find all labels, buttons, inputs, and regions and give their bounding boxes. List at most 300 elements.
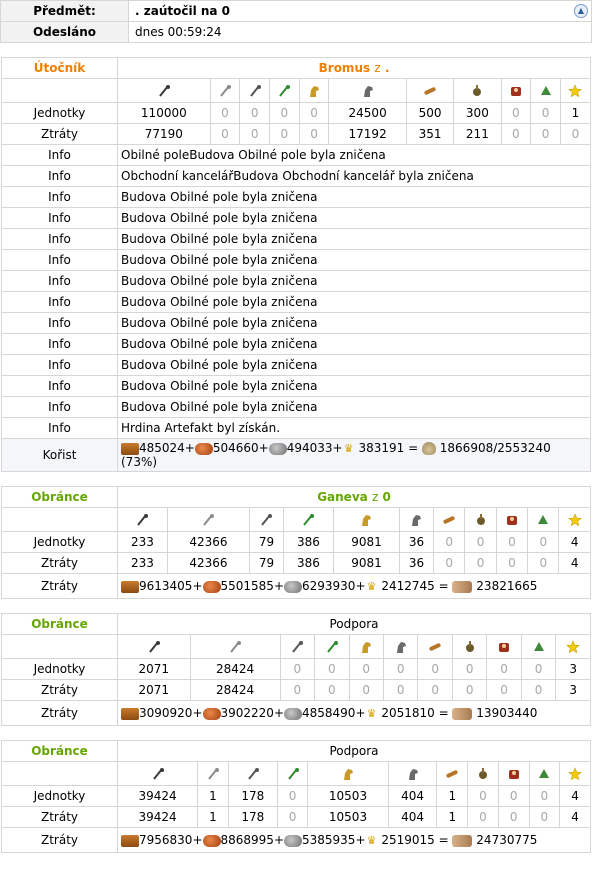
equites-caesaris-icon — [394, 640, 408, 654]
loss-count: 351 — [406, 124, 453, 145]
defender3-cost-row — [2, 828, 591, 853]
unit-icon-cell — [529, 762, 560, 786]
teutonic-knight-icon — [361, 84, 375, 98]
defender3-title: Podpora — [118, 741, 591, 762]
unit-count: 0 — [240, 103, 270, 124]
scout-icon — [301, 513, 315, 527]
iron-icon — [269, 443, 287, 455]
loot-clay: 504660+ — [212, 441, 269, 455]
unit-icon-cell — [454, 79, 501, 103]
imperian-icon — [290, 640, 304, 654]
ram-icon — [423, 84, 437, 98]
loss-count: 0 — [349, 680, 383, 701]
unit-count: 0 — [496, 532, 527, 553]
unit-icon-cell — [560, 79, 590, 103]
info-row — [2, 376, 591, 397]
info-row — [2, 250, 591, 271]
unit-icon-cell — [434, 508, 465, 532]
defender1-village[interactable]: 0 — [382, 490, 391, 504]
losses-label: Ztráty — [2, 553, 118, 574]
loot-values — [118, 439, 591, 472]
loss-count: 36 — [399, 553, 433, 574]
unit-count: 1 — [198, 786, 229, 807]
info-row — [2, 334, 591, 355]
cost-iron: 5385935+ — [302, 833, 366, 847]
info-row — [2, 229, 591, 250]
info-text: Budova Obilné pole byla zničena — [118, 292, 591, 313]
total-resources-icon — [452, 835, 472, 847]
info-label: Info — [2, 271, 118, 292]
loss-count: 10503 — [308, 807, 388, 828]
losses-label: Ztráty — [2, 124, 118, 145]
defender3-unit-icons — [2, 762, 591, 786]
unit-count: 42366 — [167, 532, 249, 553]
clay-icon — [195, 443, 213, 455]
catapult-icon — [474, 513, 488, 527]
unit-icon-cell — [487, 635, 521, 659]
info-text: Obchodní kancelářBudova Obchodní kancelář byla zničena — [118, 166, 591, 187]
unit-count: 2071 — [118, 659, 191, 680]
units-label: Jednotky — [2, 786, 118, 807]
info-row — [2, 145, 591, 166]
cost-crop: 2519015 — [381, 833, 435, 847]
loss-count: 2071 — [118, 680, 191, 701]
unit-count: 0 — [487, 659, 521, 680]
loss-count: 178 — [228, 807, 277, 828]
loss-count: 0 — [521, 680, 555, 701]
losses-label: Ztráty — [2, 807, 118, 828]
cost-values — [118, 701, 591, 726]
unit-icon-cell — [240, 79, 270, 103]
legionnaire-icon — [147, 640, 161, 654]
unit-count: 0 — [452, 659, 486, 680]
wood-icon — [121, 835, 139, 847]
defender3-table — [1, 740, 591, 853]
info-label: Info — [2, 166, 118, 187]
unit-icon-cell — [531, 79, 561, 103]
sent-label: Odesláno — [1, 22, 129, 43]
cost-total: 13903440 — [476, 706, 538, 720]
unit-icon-cell — [198, 762, 229, 786]
message-header — [0, 0, 592, 43]
unit-count: 0 — [349, 659, 383, 680]
loss-count: 39424 — [118, 807, 198, 828]
info-row — [2, 208, 591, 229]
loss-count: 0 — [465, 553, 496, 574]
defender1-table — [1, 486, 591, 599]
loss-count: 0 — [468, 807, 499, 828]
info-text: Budova Obilné pole byla zničena — [118, 334, 591, 355]
unit-icon-cell — [349, 635, 383, 659]
carry-bag-icon — [422, 442, 436, 455]
info-text: Budova Obilné pole byla zničena — [118, 187, 591, 208]
defender2-cost-row — [2, 701, 591, 726]
defender2-units-row — [2, 659, 591, 680]
loss-count: 79 — [249, 553, 283, 574]
unit-count: 28424 — [190, 659, 280, 680]
loot-total: 1866908/2553240 — [439, 441, 551, 455]
cost-wood: 7956830+ — [139, 833, 203, 847]
unit-icon-cell — [528, 508, 559, 532]
paladin-icon — [359, 513, 373, 527]
unit-count: 39424 — [118, 786, 198, 807]
total-resources-icon — [452, 581, 472, 593]
loot-iron: 494033+ — [286, 441, 343, 455]
unit-count: 9081 — [333, 532, 399, 553]
unit-icon-cell — [277, 762, 308, 786]
catapult-icon — [476, 767, 490, 781]
settler-icon — [539, 84, 553, 98]
info-label: Info — [2, 397, 118, 418]
defender1-units-row — [2, 532, 591, 553]
loot-wood: 485024+ — [139, 441, 195, 455]
unit-icon-cell — [249, 508, 283, 532]
unit-count: 300 — [454, 103, 501, 124]
subject-value — [129, 1, 592, 22]
unit-icon-cell — [501, 79, 531, 103]
defender1-from: z — [371, 490, 379, 504]
loot-crop: 383191 — [358, 441, 405, 455]
loss-count: 0 — [315, 680, 349, 701]
loss-count: 0 — [240, 124, 270, 145]
collapse-toggle-icon[interactable]: ▲ — [574, 4, 588, 18]
unit-icon-cell — [406, 79, 453, 103]
clay-icon — [203, 708, 221, 720]
unit-count: 110000 — [118, 103, 211, 124]
attacker-player[interactable]: Bromus — [318, 61, 371, 75]
unit-count: 0 — [501, 103, 531, 124]
unit-icon-cell — [559, 508, 591, 532]
loss-count: 3 — [556, 680, 591, 701]
cost-crop: 2412745 — [381, 579, 435, 593]
loss-count: 0 — [270, 124, 300, 145]
loss-count: 0 — [560, 124, 590, 145]
info-row — [2, 418, 591, 439]
attacker-table — [1, 57, 591, 472]
info-row — [2, 355, 591, 376]
info-text: Budova Obilné pole byla zničena — [118, 313, 591, 334]
crop-icon: ♛ — [343, 441, 354, 455]
cost-clay: 3902220+ — [220, 706, 284, 720]
unit-count: 0 — [528, 532, 559, 553]
cost-total: 24730775 — [476, 833, 538, 847]
wood-icon — [121, 708, 139, 720]
info-text: Budova Obilné pole byla zničena — [118, 376, 591, 397]
sent-value: dnes 00:59:24 — [129, 22, 592, 43]
axe-icon — [248, 84, 262, 98]
info-row — [2, 397, 591, 418]
defender1-role: Obránce — [2, 487, 118, 508]
info-row — [2, 187, 591, 208]
defender2-table — [1, 613, 591, 726]
info-text: Budova Obilné pole byla zničena — [118, 271, 591, 292]
unit-icon-cell — [418, 635, 452, 659]
info-label: Info — [2, 292, 118, 313]
loss-count: 4 — [559, 553, 591, 574]
unit-icon-cell — [284, 508, 334, 532]
info-label: Info — [2, 418, 118, 439]
loot-percent: (73%) — [121, 455, 158, 469]
loss-count: 0 — [418, 680, 452, 701]
hero-icon — [568, 513, 582, 527]
unit-count: 0 — [270, 103, 300, 124]
crop-icon: ♛ — [366, 579, 377, 593]
defender3-role: Obránce — [2, 741, 118, 762]
battering-ram-icon — [428, 640, 442, 654]
spear-icon — [218, 84, 232, 98]
catapult-icon — [470, 84, 484, 98]
loss-count: 28424 — [190, 680, 280, 701]
attacker-info-rows — [2, 145, 591, 439]
loss-count: 0 — [487, 680, 521, 701]
unit-count: 10503 — [308, 786, 388, 807]
unit-icon-cell — [496, 508, 527, 532]
defender2-unit-icons — [2, 635, 591, 659]
cost-values — [118, 828, 591, 853]
unit-icon-cell — [498, 762, 529, 786]
info-row — [2, 313, 591, 334]
unit-count: 0 — [210, 103, 240, 124]
unit-count: 0 — [280, 659, 314, 680]
info-label: Info — [2, 229, 118, 250]
unit-count: 4 — [559, 532, 591, 553]
hero-icon — [568, 84, 582, 98]
unit-icon-cell — [299, 79, 329, 103]
info-row — [2, 292, 591, 313]
cost-equals: = — [434, 833, 453, 847]
senator-icon — [497, 640, 511, 654]
crop-icon: ♛ — [366, 706, 377, 720]
chief-icon — [505, 513, 519, 527]
unit-icon-cell — [210, 79, 240, 103]
unit-count: 0 — [531, 103, 561, 124]
unit-count: 0 — [418, 659, 452, 680]
theutates-icon — [286, 767, 300, 781]
unit-count: 24500 — [329, 103, 407, 124]
clay-icon — [203, 581, 221, 593]
unit-count: 233 — [118, 532, 168, 553]
loss-count: 77190 — [118, 124, 211, 145]
chief-icon — [509, 84, 523, 98]
crop-icon: ♛ — [366, 833, 377, 847]
iron-icon — [284, 835, 302, 847]
defender1-player-cell — [118, 487, 591, 508]
attacker-units-row — [2, 103, 591, 124]
cost-wood: 9613405+ — [139, 579, 203, 593]
loss-count: 233 — [118, 553, 168, 574]
loss-count: 386 — [284, 553, 334, 574]
cost-label: Ztráty — [2, 701, 118, 726]
loss-count: 0 — [383, 680, 417, 701]
attacker-unit-icons — [2, 79, 591, 103]
cost-wood: 3090920+ — [139, 706, 203, 720]
info-text: Budova Obilné pole byla zničena — [118, 355, 591, 376]
fire-catapult-icon — [463, 640, 477, 654]
attacker-from: z — [374, 61, 381, 75]
unit-count: 0 — [468, 786, 499, 807]
unit-icon-cell — [468, 762, 499, 786]
cost-iron: 4858490+ — [302, 706, 366, 720]
defender3-units-row — [2, 786, 591, 807]
loss-count: 404 — [388, 807, 437, 828]
unit-count: 4 — [560, 786, 591, 807]
defender1-player[interactable]: Ganeva — [317, 490, 368, 504]
unit-count: 1 — [560, 103, 590, 124]
defender1-losses-row — [2, 553, 591, 574]
hero-icon — [568, 767, 582, 781]
unit-count: 36 — [399, 532, 433, 553]
units-label: Jednotky — [2, 532, 118, 553]
hero-icon — [566, 640, 580, 654]
unit-icon-cell — [521, 635, 555, 659]
defender1-cost-row — [2, 574, 591, 599]
loss-count: 0 — [452, 680, 486, 701]
iron-icon — [284, 581, 302, 593]
loss-count: 9081 — [333, 553, 399, 574]
unit-icon-cell — [270, 79, 300, 103]
info-label: Info — [2, 187, 118, 208]
cost-clay: 5501585+ — [220, 579, 284, 593]
defender2-title: Podpora — [118, 614, 591, 635]
loss-count: 0 — [529, 807, 560, 828]
druidrider-icon — [341, 767, 355, 781]
unit-icon-cell — [329, 79, 407, 103]
clay-icon — [203, 835, 221, 847]
cost-equals: = — [434, 706, 453, 720]
info-text: Hrdina Artefakt byl získán. — [118, 418, 591, 439]
units-label: Jednotky — [2, 659, 118, 680]
info-label: Info — [2, 313, 118, 334]
info-text: Budova Obilné pole byla zničena — [118, 397, 591, 418]
info-text: Obilné poleBudova Obilné pole byla zničena — [118, 145, 591, 166]
unit-count: 0 — [383, 659, 417, 680]
unit-icon-cell — [280, 635, 314, 659]
info-row — [2, 166, 591, 187]
club-icon — [157, 84, 171, 98]
unit-icon-cell — [118, 79, 211, 103]
settler-icon — [537, 767, 551, 781]
loss-count: 0 — [496, 553, 527, 574]
loot-equals: = — [404, 441, 422, 455]
loss-count: 0 — [528, 553, 559, 574]
equites-legati-icon — [325, 640, 339, 654]
loss-count: 17192 — [329, 124, 407, 145]
defender2-role: Obránce — [2, 614, 118, 635]
settler-icon — [532, 640, 546, 654]
unit-icon-cell — [465, 508, 496, 532]
sword-icon — [206, 767, 220, 781]
cost-clay: 8868995+ — [220, 833, 284, 847]
paladin-icon — [307, 84, 321, 98]
info-label: Info — [2, 355, 118, 376]
cost-label: Ztráty — [2, 574, 118, 599]
unit-icon-cell — [383, 635, 417, 659]
loss-count: 0 — [210, 124, 240, 145]
haeduan-icon — [406, 767, 420, 781]
info-label: Info — [2, 376, 118, 397]
mace-icon — [151, 767, 165, 781]
info-label: Info — [2, 208, 118, 229]
units-label: Jednotky — [2, 103, 118, 124]
ram-icon — [445, 767, 459, 781]
loss-count: 0 — [498, 807, 529, 828]
total-resources-icon — [452, 708, 472, 720]
scout-icon — [277, 84, 291, 98]
unit-count: 0 — [498, 786, 529, 807]
unit-icon-cell — [228, 762, 277, 786]
info-label: Info — [2, 145, 118, 166]
loss-count: 1 — [198, 807, 229, 828]
info-text: Budova Obilné pole byla zničena — [118, 250, 591, 271]
unit-icon-cell — [452, 635, 486, 659]
unit-icon-cell — [167, 508, 249, 532]
teutonic-knight-icon — [409, 513, 423, 527]
attacker-village[interactable]: . — [384, 61, 390, 75]
subject-label: Předmět: — [1, 1, 129, 22]
defender3-losses-row — [2, 807, 591, 828]
cost-iron: 6293930+ — [302, 579, 366, 593]
unit-count: 386 — [284, 532, 334, 553]
defender2-losses-row — [2, 680, 591, 701]
loss-count: 0 — [280, 680, 314, 701]
loss-count: 0 — [531, 124, 561, 145]
losses-label: Ztráty — [2, 680, 118, 701]
chieftain-icon — [507, 767, 521, 781]
cost-label: Ztráty — [2, 828, 118, 853]
wood-icon — [121, 581, 139, 593]
unit-count: 500 — [406, 103, 453, 124]
loss-count: 4 — [560, 807, 591, 828]
attacker-player-cell — [118, 58, 591, 79]
defender1-unit-icons — [2, 508, 591, 532]
attacker-losses-row — [2, 124, 591, 145]
info-row — [2, 271, 591, 292]
unit-icon-cell — [190, 635, 280, 659]
cost-values — [118, 574, 591, 599]
settler-icon — [536, 513, 550, 527]
unit-icon-cell — [556, 635, 591, 659]
ram-icon — [442, 513, 456, 527]
unit-icon-cell — [437, 762, 468, 786]
unit-icon-cell — [118, 635, 191, 659]
axe-icon — [259, 513, 273, 527]
loss-count: 0 — [277, 807, 308, 828]
loss-count: 211 — [454, 124, 501, 145]
unit-count: 79 — [249, 532, 283, 553]
spear-icon — [201, 513, 215, 527]
unit-icon-cell — [333, 508, 399, 532]
unit-count: 1 — [437, 786, 468, 807]
unit-count: 0 — [315, 659, 349, 680]
cost-crop: 2051810 — [381, 706, 435, 720]
unit-icon-cell — [560, 762, 591, 786]
unit-icon-cell — [118, 762, 198, 786]
unit-count: 0 — [529, 786, 560, 807]
equites-imperatoris-icon — [359, 640, 373, 654]
unit-count: 0 — [277, 786, 308, 807]
attacker-role: Útočník — [2, 58, 118, 79]
unit-count: 0 — [299, 103, 329, 124]
unit-count: 3 — [556, 659, 591, 680]
info-label: Info — [2, 334, 118, 355]
unit-count: 0 — [465, 532, 496, 553]
subject-text: . zaútočil na 0 — [135, 4, 231, 18]
loss-count: 42366 — [167, 553, 249, 574]
pathfinder-icon — [246, 767, 260, 781]
loss-count: 0 — [501, 124, 531, 145]
unit-icon-cell — [399, 508, 433, 532]
unit-icon-cell — [308, 762, 388, 786]
